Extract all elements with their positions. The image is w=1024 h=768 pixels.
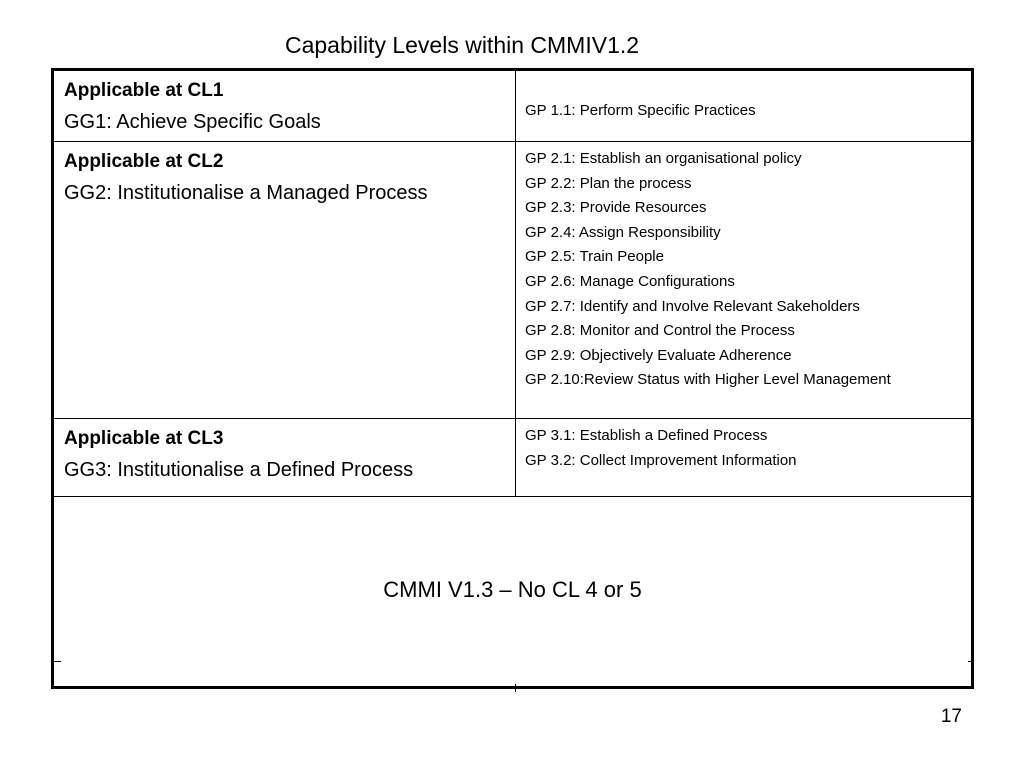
practice-item: GP 3.1: Establish a Defined Process: [525, 427, 768, 444]
practice-item: GP 1.1: Perform Specific Practices: [525, 102, 756, 119]
level-heading: Applicable at CL3: [64, 428, 224, 449]
table-row-cl3: [54, 419, 971, 497]
practice-item: GP 2.10:Review Status with Higher Level Management: [525, 371, 891, 389]
practice-list: [525, 147, 971, 393]
page-number: 17: [940, 706, 962, 727]
practice-item: GP 2.8: Monitor and Control the Process: [525, 322, 795, 340]
table-row-cl1: [54, 71, 971, 142]
level-cell: [54, 419, 516, 496]
generic-goal: GG2: Institutionalise a Managed Process: [64, 182, 428, 204]
practices-cell: [516, 71, 971, 141]
slide-title: [0, 32, 1024, 59]
level-heading: Applicable at CL1: [64, 80, 224, 101]
practice-item: GP 3.2: Collect Improvement Information: [525, 451, 797, 469]
table-row-cl2: [54, 142, 971, 419]
level-cell: [54, 71, 516, 141]
level-heading: Applicable at CL2: [64, 151, 224, 172]
practice-item: GP 2.1: Establish an organisational policy: [525, 150, 802, 167]
practice-item: GP 2.6: Manage Configurations: [525, 272, 735, 290]
practice-item: GP 2.2: Plan the process: [525, 174, 692, 192]
capability-table: [51, 68, 974, 689]
divider-tick: [968, 661, 974, 662]
practice-item: GP 2.3: Provide Resources: [525, 199, 707, 217]
practice-list: [525, 424, 971, 473]
practice-item: GP 2.5: Train People: [525, 248, 664, 266]
practices-cell: [516, 419, 971, 496]
practice-item: GP 2.9: Objectively Evaluate Adherence: [525, 346, 792, 364]
divider-tick: [515, 684, 516, 692]
version-note: CMMI V1.3 – No CL 4 or 5: [383, 577, 642, 602]
practice-list: [525, 99, 971, 124]
divider-tick: [51, 661, 61, 662]
table-row-note: [54, 497, 971, 689]
practices-cell: [516, 142, 971, 418]
practice-item: GP 2.4: Assign Responsibility: [525, 223, 721, 241]
slide-title-text: Capability Levels within CMMIV1.2: [284, 32, 640, 58]
practice-item: GP 2.7: Identify and Involve Relevant Sakeholders: [525, 297, 860, 315]
generic-goal: GG1: Achieve Specific Goals: [64, 111, 321, 133]
level-cell: [54, 142, 516, 418]
generic-goal: GG3: Institutionalise a Defined Process: [64, 459, 414, 481]
